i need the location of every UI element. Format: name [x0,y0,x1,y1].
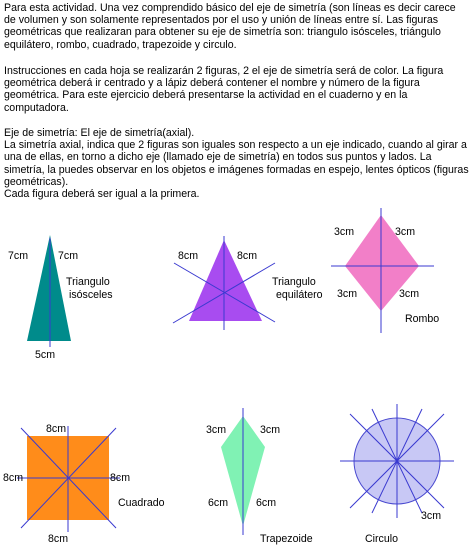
square-bottom-label: 8cm [48,533,69,545]
equilateral-right-side-label: 8cm [237,250,258,262]
square-figure [17,426,120,532]
rhombus-bottom-right-label: 3cm [399,288,420,300]
equilateral-caption [272,276,323,301]
circle-figure [340,404,454,518]
symmetry-heading: Eje de simetría: El eje de simetría(axial). [4,127,195,139]
isosceles-right-side-label: 7cm [58,250,79,262]
circle-radius-label: 3cm [421,510,442,522]
isosceles-name-line2: isósceles [69,288,113,301]
isosceles-name-line1: Triangulo [66,276,110,288]
rhombus-bottom-left-label: 3cm [337,288,358,300]
symmetry-description: La simetría axial, indica que 2 figuras son iguales son respecto a un eje indicado, cuando al girar a una de ellas, en torno a dicho eje (llamado eje de simetría) en todos sus puntos y lados. La simetría, la puedes observar en los objetos e imágenes formadas en espejo, lentes ópticos (figuras geométricas). [4,139,469,188]
kite-top-left-label: 3cm [206,424,227,436]
square-left-label: 8cm [3,472,24,484]
isosceles-base-label: 5cm [35,349,56,361]
square-top-label: 8cm [46,423,67,435]
instructions-paragraph: Instrucciones en cada hoja se realizarán 2 figuras, 2 el eje de simetría será de color. La figura geométrica deberá ir centrado y a lápiz deberá contener el nombre y número de la figura geométrica. Para este ejercicio deberá presentarse la actividad en el cuaderno y en la computadora. [4,65,444,114]
isosceles-left-side-label: 7cm [8,250,29,262]
symmetry-closing: Cada figura deberá ser igual a la primera. [4,188,200,201]
intro-paragraph-1: Para esta actividad. Una vez comprendido básico del eje de simetría (son líneas es decir carece de volumen y son solamente representados por el uso y unión de líneas entre sí. Las figuras geométricas que realizaran para obtener su eje de simetría son: triangulo isósceles, triángulo equilátero, rombo, cuadrado, trapezoide y circulo. [4,2,456,51]
kite-figure [221,408,265,535]
rhombus-top-left-label: 3cm [334,226,355,238]
square-caption: Cuadrado [118,497,165,509]
isosceles-caption [66,276,113,301]
rhombus-caption: Rombo [405,313,440,325]
kite-bottom-left-label: 6cm [208,497,229,509]
equilateral-name-line1: Triangulo [272,276,316,288]
equilateral-left-side-label: 8cm [178,250,199,262]
kite-caption: Trapezoide [260,533,313,545]
circle-caption: Circulo [365,533,398,545]
square-right-label: 8cm [110,472,131,484]
equilateral-name-line2: equilátero [276,288,323,301]
kite-bottom-right-label: 6cm [256,497,277,509]
kite-top-right-label: 3cm [260,424,281,436]
rhombus-top-right-label: 3cm [395,226,416,238]
